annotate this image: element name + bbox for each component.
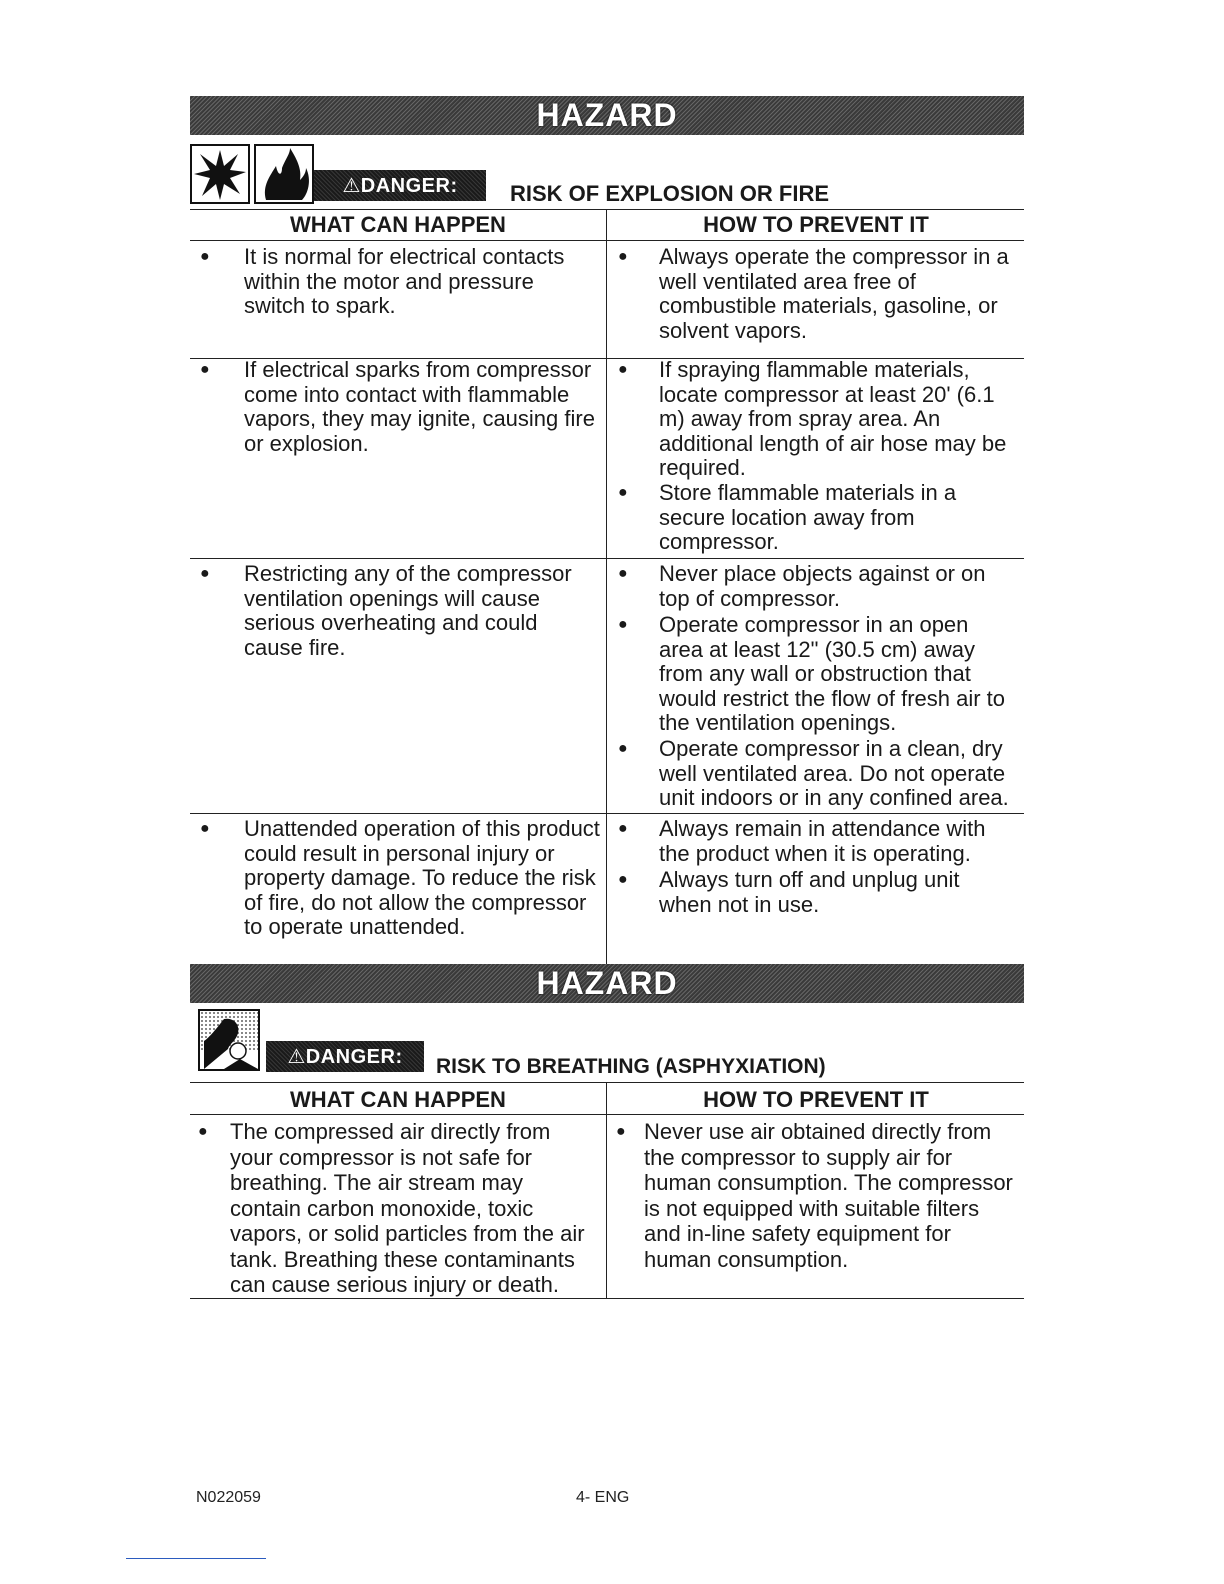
column-divider xyxy=(606,1082,607,1298)
bullet-icon: ● xyxy=(618,871,628,888)
list-item xyxy=(618,245,1018,343)
column-divider xyxy=(606,209,607,966)
column-header-how-to-prevent: HOW TO PREVENT IT xyxy=(703,212,929,237)
column-header-what-can-happen: WHAT CAN HAPPEN xyxy=(290,1087,506,1112)
bullet-icon: ● xyxy=(200,565,210,582)
row-divider xyxy=(190,558,1024,559)
bullet-icon: ● xyxy=(618,565,628,582)
column-header-how-to-prevent: HOW TO PREVENT IT xyxy=(703,1087,929,1112)
page-number: 4- ENG xyxy=(576,1489,630,1506)
list-item xyxy=(618,481,1018,555)
list-item xyxy=(618,817,1018,866)
how-text: Operate compressor in a clean, dry well ventilated area. Do not operate unit indoors or in any confined area. xyxy=(659,736,1009,810)
how-text: Store flammable materials in a secure location away from compressor. xyxy=(659,480,957,554)
bullet-icon: ● xyxy=(618,484,628,501)
divider xyxy=(190,1298,1024,1299)
bullet-icon: ● xyxy=(618,248,628,265)
document-code: N022059 xyxy=(196,1489,261,1506)
divider xyxy=(190,240,1024,241)
hazard-explosion-fire-section xyxy=(190,96,1024,966)
danger-badge xyxy=(314,170,486,201)
what-text: Unattended operation of this product could result in personal injury or property damage. To reduce the risk of fire, do not allow the compressor to operate unattended. xyxy=(244,816,600,939)
list-item xyxy=(200,245,600,319)
column-header-what-can-happen: WHAT CAN HAPPEN xyxy=(290,212,506,237)
how-text: Always turn off and unplug unit when not in use. xyxy=(659,867,960,917)
hazard-breathing-section xyxy=(190,964,1024,1304)
hazard-banner xyxy=(190,964,1024,1003)
explosion-icon xyxy=(190,144,250,204)
list-item xyxy=(200,817,600,940)
list-item xyxy=(618,613,1018,736)
bullet-icon: ● xyxy=(198,1123,208,1140)
divider xyxy=(190,1082,1024,1083)
risk-title: RISK OF EXPLOSION OR FIRE xyxy=(510,181,830,206)
bullet-icon: ● xyxy=(616,1123,626,1140)
divider xyxy=(190,1114,1024,1115)
list-item xyxy=(618,868,1018,917)
danger-label: ⚠DANGER: xyxy=(287,1046,403,1068)
fire-icon xyxy=(254,144,314,204)
hazard-banner-text: HAZARD xyxy=(536,965,678,1001)
how-text: Never place objects against or on top of compressor. xyxy=(659,561,986,611)
hazard-banner-text: HAZARD xyxy=(536,97,678,133)
list-item xyxy=(618,737,1018,811)
list-item xyxy=(616,1119,1016,1272)
what-text: The compressed air directly from your compressor is not safe for breathing. The air stream may contain carbon monoxide, toxic vapors, or solid particles from the air tank. Breathing these contaminants can cause serious injury or death. xyxy=(230,1119,585,1297)
bullet-icon: ● xyxy=(200,361,210,378)
how-text: If spraying flammable materials, locate compressor at least 20' (6.1 m) away from spray area. An additional length of air hose may be required. xyxy=(659,357,1007,480)
bullet-icon: ● xyxy=(200,820,210,837)
list-item xyxy=(200,562,600,660)
list-item xyxy=(618,562,1018,611)
how-text: Always operate the compressor in a well ventilated area free of combustible materials, gasoline, or solvent vapors. xyxy=(659,244,1009,343)
row-divider xyxy=(190,813,1024,814)
how-text: Operate compressor in an open area at least 12" (30.5 cm) away from any wall or obstruction that would restrict the flow of fresh air to the ventilation openings. xyxy=(659,612,1006,735)
divider xyxy=(190,209,1024,210)
list-item xyxy=(618,358,1018,481)
bullet-icon: ● xyxy=(618,820,628,837)
bullet-icon: ● xyxy=(618,740,628,757)
how-text: Never use air obtained directly from the compressor to supply air for human consumption. The compressor is not equipped with suitable filters and in-line safety equipment for human consumption. xyxy=(644,1119,1013,1272)
danger-label: ⚠DANGER: xyxy=(342,175,458,197)
bullet-icon: ● xyxy=(618,616,628,633)
breathing-hazard-icon xyxy=(198,1009,260,1071)
what-text: Restricting any of the compressor ventilation openings will cause serious overheating and could cause fire. xyxy=(244,561,572,660)
list-item xyxy=(198,1119,598,1298)
bullet-icon: ● xyxy=(200,248,210,265)
risk-title: RISK TO BREATHING (ASPHYXIATION) xyxy=(436,1055,826,1078)
bullet-icon: ● xyxy=(618,361,628,378)
danger-badge xyxy=(266,1041,424,1072)
what-text: It is normal for electrical contacts within the motor and pressure switch to spark. xyxy=(244,244,565,318)
what-text: If electrical sparks from compressor come into contact with flammable vapors, they may ignite, causing fire or explosion. xyxy=(244,357,595,456)
how-text: Always remain in attendance with the product when it is operating. xyxy=(659,816,986,866)
list-item xyxy=(200,358,600,456)
link-underline xyxy=(126,1558,266,1559)
hazard-banner xyxy=(190,96,1024,135)
